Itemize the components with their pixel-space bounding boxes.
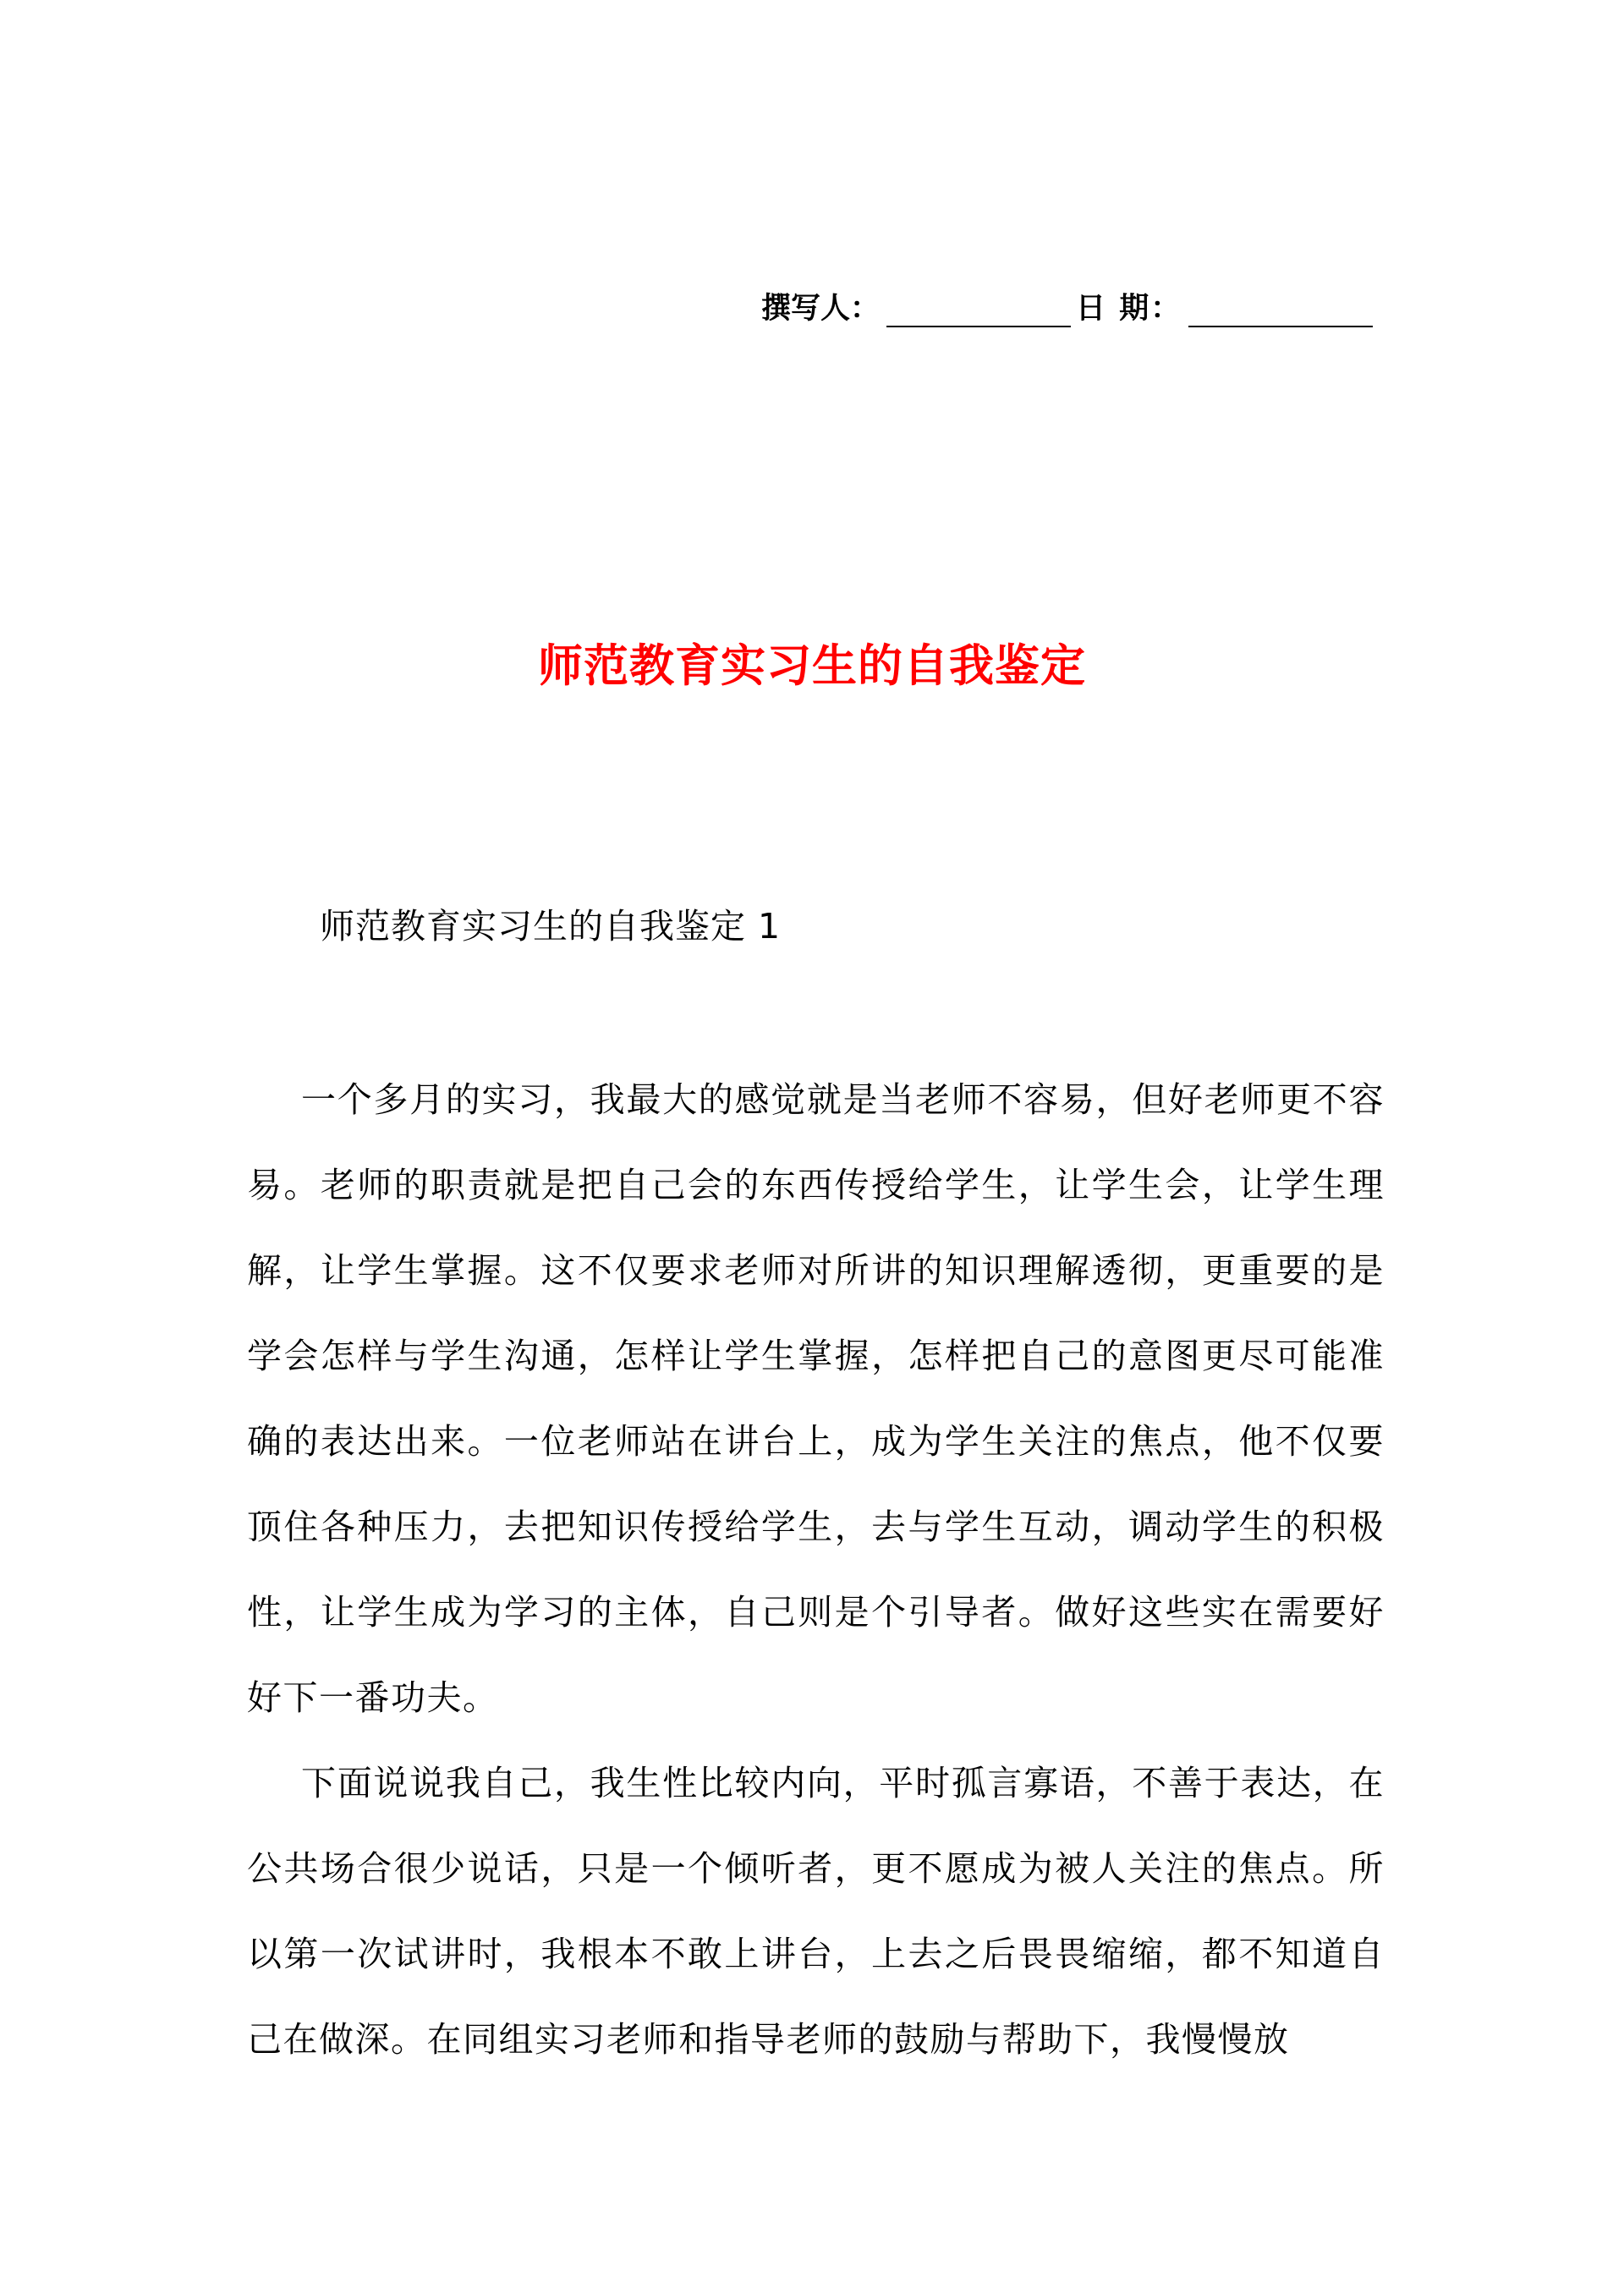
paragraph-1: 一个多月的实习，我最大的感觉就是当老师不容易，但好老师更不容易。老师的职责就是把自己会的东西传授给学生，让学生会，让学生理解，让学生掌握。这不仅要求老师对所讲的知识理解透彻，更重要的是学会怎样与学生沟通，怎样让学生掌握，怎样把自己的意图更尽可能准确的表达出来。一位老师站在讲台上，成为学生关注的焦点，他不仅要顶住各种压力，去把知识传授给学生，去与学生互动，调动学生的积极性，让学生成为学习的主体，自己则是个引导者。做好这些实在需要好好下一番功夫。	[247, 1079, 1385, 1718]
author-blank	[886, 295, 1071, 327]
author-date-line	[761, 283, 1387, 327]
author-label: 撰写人：	[761, 292, 881, 326]
document-title: 师范教育实习生的自我鉴定	[538, 640, 1086, 692]
date-blank	[1188, 295, 1373, 327]
date-label: 日 期：	[1076, 292, 1182, 326]
section-subtitle: 师范教育实习生的自我鉴定 1	[320, 906, 782, 947]
body-text	[247, 1057, 1385, 2083]
paragraph-2: 下面说说我自己，我生性比较内向，平时孤言寡语，不善于表达，在公共场合很少说话，只是一个倾听者，更不愿成为被人关注的焦点。所以第一次试讲时，我根本不敢上讲台，上去之后畏畏缩缩，都不知道自己在做深。在同组实习老师和指导老师的鼓励与帮助下，我慢慢放	[247, 1763, 1385, 2060]
